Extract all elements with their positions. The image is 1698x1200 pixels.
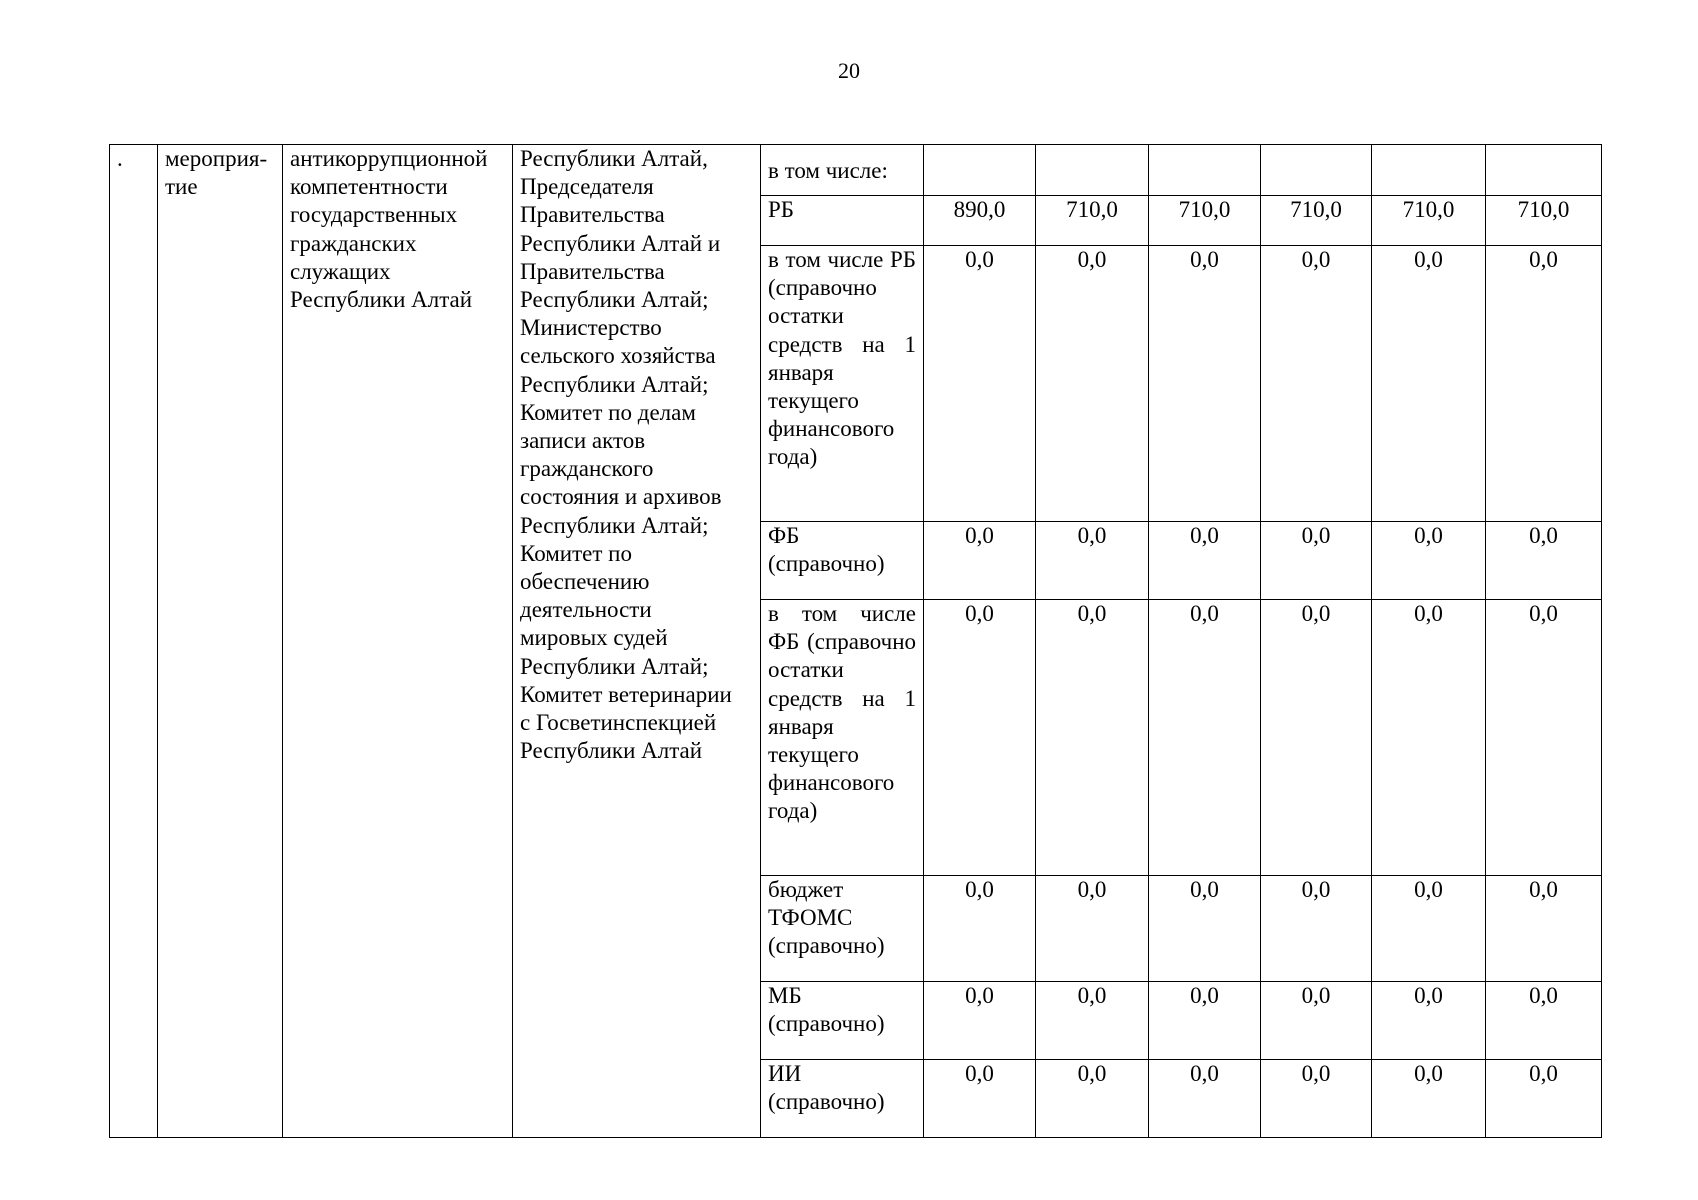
year-5-value-cell: 0,0 — [1372, 1060, 1486, 1138]
funding-source-cell: в том числе: — [761, 145, 924, 196]
funding-source-cell: бюджет ТФОМС (справочно) — [761, 876, 924, 982]
year-5-value-cell — [1372, 145, 1486, 196]
year-1-value-cell — [924, 145, 1036, 196]
program-table — [109, 144, 1602, 1138]
year-2-value-cell: 0,0 — [1036, 600, 1149, 876]
year-2-value-cell: 0,0 — [1036, 876, 1149, 982]
year-1-value-cell: 0,0 — [924, 246, 1036, 522]
page-number: 20 — [838, 58, 860, 83]
funding-source-cell: РБ — [761, 196, 924, 246]
year-1-value-cell: 0,0 — [924, 876, 1036, 982]
year-4-value-cell: 710,0 — [1261, 196, 1372, 246]
year-3-value-cell: 0,0 — [1149, 1060, 1261, 1138]
year-5-value-cell: 0,0 — [1372, 600, 1486, 876]
year-2-value-cell: 0,0 — [1036, 982, 1149, 1060]
funding-source-cell: МБ (справочно) — [761, 982, 924, 1060]
year-4-value-cell: 0,0 — [1261, 522, 1372, 600]
year-4-value-cell: 0,0 — [1261, 876, 1372, 982]
year-4-value-cell: 0,0 — [1261, 600, 1372, 876]
year-1-value-cell: 0,0 — [924, 1060, 1036, 1138]
year-3-value-cell — [1149, 145, 1261, 196]
year-6-value-cell: 710,0 — [1486, 196, 1602, 246]
year-6-value-cell: 0,0 — [1486, 522, 1602, 600]
year-2-value-cell: 0,0 — [1036, 522, 1149, 600]
year-2-value-cell — [1036, 145, 1149, 196]
measure-type-cell: мероприя- тие — [158, 145, 283, 1138]
year-5-value-cell: 710,0 — [1372, 196, 1486, 246]
year-4-value-cell: 0,0 — [1261, 1060, 1372, 1138]
funding-source-cell: в том числе РБ (справочно остатки средств на 1 января текущего финансового года) — [761, 246, 924, 522]
year-3-value-cell: 0,0 — [1149, 246, 1261, 522]
year-6-value-cell: 0,0 — [1486, 600, 1602, 876]
year-4-value-cell: 0,0 — [1261, 246, 1372, 522]
year-4-value-cell — [1261, 145, 1372, 196]
funding-source-cell: ИИ (справочно) — [761, 1060, 924, 1138]
year-5-value-cell: 0,0 — [1372, 246, 1486, 522]
executors-cell: Республики Алтай, Председателя Правительства Республики Алтай и Правительства Республики Алтай; Министерство сельского хозяйства Республики Алтай; Комитет по делам записи актов гражданского состояния и архивов Республики Алтай; Комитет по обеспечению деятельности мировых судей Республики Алтай; Комитет ветеринарии с Госветинспекцией Республики Алтай — [513, 145, 761, 1138]
year-3-value-cell: 710,0 — [1149, 196, 1261, 246]
year-5-value-cell: 0,0 — [1372, 876, 1486, 982]
year-4-value-cell: 0,0 — [1261, 982, 1372, 1060]
funding-row — [110, 145, 1602, 196]
funding-source-cell: ФБ (справочно) — [761, 522, 924, 600]
year-1-value-cell: 0,0 — [924, 982, 1036, 1060]
year-1-value-cell: 0,0 — [924, 522, 1036, 600]
year-6-value-cell — [1486, 145, 1602, 196]
year-2-value-cell: 0,0 — [1036, 1060, 1149, 1138]
funding-source-cell: в том числе ФБ (справочно остатки средств на 1 января текущего финансового года) — [761, 600, 924, 876]
year-2-value-cell: 710,0 — [1036, 196, 1149, 246]
year-2-value-cell: 0,0 — [1036, 246, 1149, 522]
year-5-value-cell: 0,0 — [1372, 982, 1486, 1060]
year-3-value-cell: 0,0 — [1149, 876, 1261, 982]
measure-name-cell: антикоррупционной компетентности государственных гражданских служащих Республики Алтай — [283, 145, 513, 1138]
year-3-value-cell: 0,0 — [1149, 982, 1261, 1060]
year-6-value-cell: 0,0 — [1486, 876, 1602, 982]
year-3-value-cell: 0,0 — [1149, 522, 1261, 600]
year-1-value-cell: 890,0 — [924, 196, 1036, 246]
year-6-value-cell: 0,0 — [1486, 1060, 1602, 1138]
year-6-value-cell: 0,0 — [1486, 982, 1602, 1060]
year-6-value-cell: 0,0 — [1486, 246, 1602, 522]
year-3-value-cell: 0,0 — [1149, 600, 1261, 876]
year-1-value-cell: 0,0 — [924, 600, 1036, 876]
row-number-cell: . — [110, 145, 158, 1138]
year-5-value-cell: 0,0 — [1372, 522, 1486, 600]
